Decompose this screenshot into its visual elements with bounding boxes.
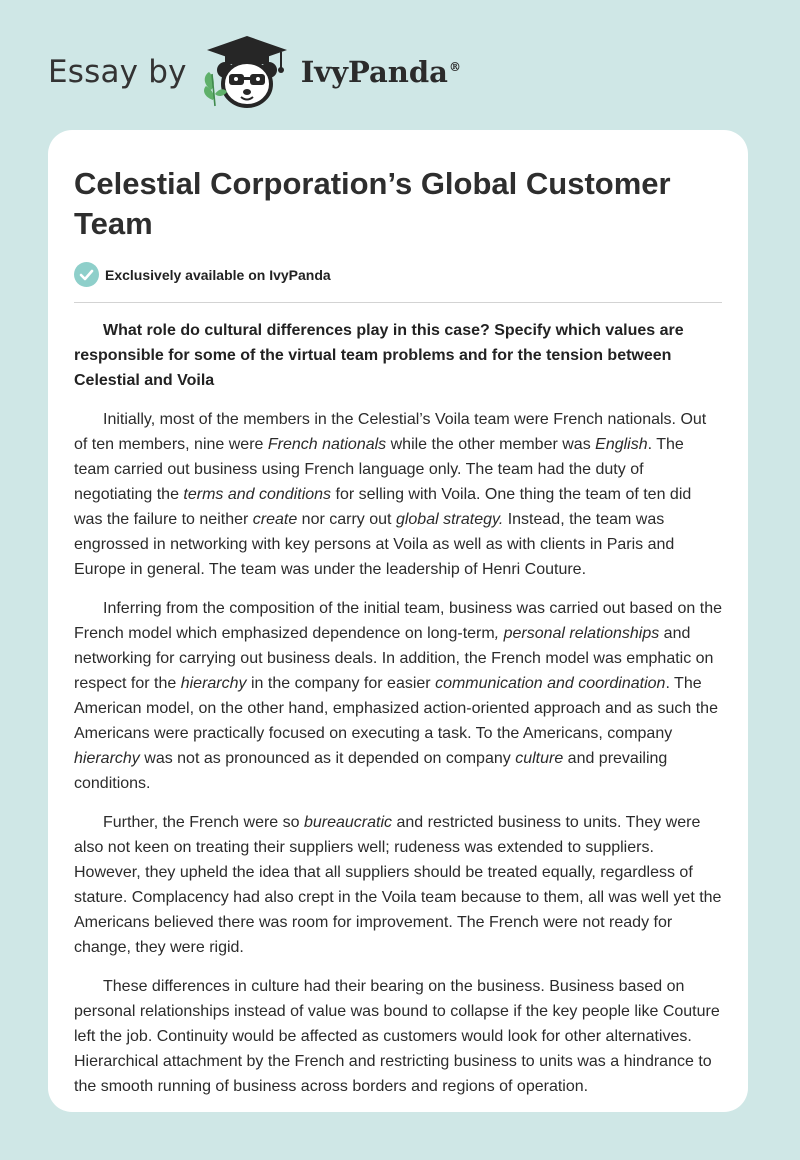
- exclusive-badge: [74, 262, 331, 287]
- site-header: [48, 34, 461, 110]
- essay-question: What role do cultural differences play in this case? Specify which values are responsible for some of the virtual team problems and for the tension between Celestial and Voila: [74, 322, 684, 389]
- emphasis-text: create: [252, 511, 298, 528]
- emphasis-text: English: [595, 436, 648, 453]
- body-paragraph: Inferring from the composition of the initial team, business was carried out based on the French model which emphasized dependence on long-term, personal relationships and networking for carrying out business deals. In addition, the French model was emphatic on respect for the hierarchy in the company for easier communication and coordination. The American model, on the other hand, emphasized action-oriented approach and as such the Americans were practically focused on executing a task. To the Americans, company hierarchy was not as pronounced as it depended on company culture and prevailing conditions.: [74, 600, 722, 792]
- body-paragraph: Initially, most of the members in the Celestial’s Voila team were French nationals. Out of ten members, nine were French nationals while the other member was English. The team carried out business using French language only. The team had the duty of negotiating the terms and conditions for selling with Voila. One thing the team of ten did was the failure to neither create nor carry out global strategy. Instead, the team was engrossed in networking with key persons at Voila as well as with clients in Paris and Europe in general. The team was under the leadership of Henri Couture.: [74, 411, 707, 578]
- emphasis-text: global strategy.: [395, 511, 504, 528]
- essay-card: [48, 130, 748, 1112]
- emphasis-text: communication and coordination: [435, 675, 666, 692]
- emphasis-text: terms and conditions: [183, 486, 332, 503]
- emphasis-text: culture: [515, 750, 564, 767]
- emphasis-text: hierarchy: [180, 675, 247, 692]
- exclusive-label: Exclusively available on IvyPanda: [105, 266, 331, 283]
- title-divider: [74, 302, 722, 303]
- body-paragraph: These differences in culture had their bearing on the business. Business based on personal relationships instead of value was bound to collapse if the key people like Couture left the job. Continuity would be affected as customers would look for other alternatives. Hierarchical attachment by the French and restricting business to units was a hindrance to the smooth running of business across borders and regions of operation.: [74, 978, 720, 1095]
- essay-body: [74, 318, 722, 1112]
- emphasis-text: , personal relationships: [494, 625, 660, 642]
- essay-by-label: Essay by: [48, 54, 187, 90]
- check-circle-icon: [74, 262, 99, 287]
- panda-graduate-logo-icon[interactable]: [201, 34, 293, 110]
- emphasis-text: French nationals: [267, 436, 387, 453]
- emphasis-text: bureaucratic: [303, 814, 393, 831]
- brand-name[interactable]: IvyPanda®: [300, 55, 461, 89]
- emphasis-text: hierarchy: [74, 750, 140, 767]
- body-paragraph: Further, the French were so bureaucratic and restricted business to units. They were also not keen on treating their suppliers well; rudeness was extended to suppliers. However, they upheld the idea that all suppliers should be treated equally, regardless of stature. Complacency had also crept in the Voila team because to them, all was well yet the Americans believed there was room for improvement. The French were not ready for change, they were rigid.: [74, 814, 722, 956]
- essay-title: Celestial Corporation’s Global Customer Team: [74, 166, 671, 241]
